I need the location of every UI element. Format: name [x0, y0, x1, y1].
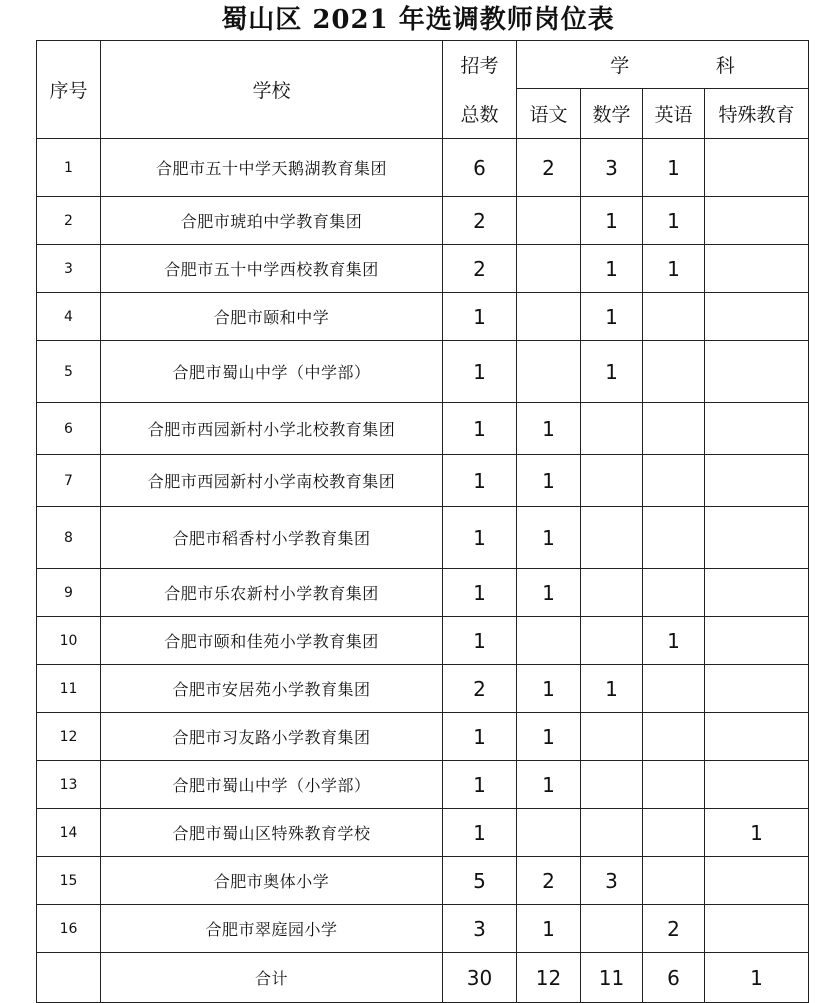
cell-school: 合肥市奥体小学: [101, 857, 443, 905]
table-row: [37, 809, 809, 857]
cell-math: 3: [581, 139, 643, 197]
cell-special: [705, 905, 809, 953]
cell-english: [643, 455, 705, 507]
table-row: [37, 617, 809, 665]
total-cell-seq: [37, 953, 101, 1003]
cell-seq: 14: [37, 809, 101, 857]
cell-total: 1: [443, 569, 517, 617]
cell-english: [643, 341, 705, 403]
cell-seq: 9: [37, 569, 101, 617]
total-label: 合计: [101, 953, 443, 1003]
total-cell-math: 11: [581, 953, 643, 1003]
cell-special: [705, 455, 809, 507]
cell-chinese: 2: [517, 857, 581, 905]
cell-seq: 4: [37, 293, 101, 341]
cell-school: 合肥市西园新村小学南校教育集团: [101, 455, 443, 507]
table-row: [37, 569, 809, 617]
table-row: [37, 403, 809, 455]
header-subject-special: 特殊教育: [705, 89, 809, 139]
table-row: [37, 857, 809, 905]
cell-chinese: 2: [517, 139, 581, 197]
cell-total: 1: [443, 617, 517, 665]
cell-total: 5: [443, 857, 517, 905]
table-row: [37, 507, 809, 569]
cell-special: [705, 245, 809, 293]
cell-school: 合肥市乐农新村小学教育集团: [101, 569, 443, 617]
header-total-top: 招考: [443, 41, 517, 89]
cell-seq: 16: [37, 905, 101, 953]
cell-total: 6: [443, 139, 517, 197]
header-total-bottom: 总数: [443, 89, 517, 139]
cell-total: 1: [443, 403, 517, 455]
cell-special: [705, 665, 809, 713]
cell-seq: 10: [37, 617, 101, 665]
cell-total: 2: [443, 665, 517, 713]
cell-seq: 8: [37, 507, 101, 569]
cell-chinese: 1: [517, 665, 581, 713]
cell-special: [705, 403, 809, 455]
cell-special: [705, 713, 809, 761]
cell-chinese: 1: [517, 455, 581, 507]
table-row: [37, 713, 809, 761]
cell-school: 合肥市颐和佳苑小学教育集团: [101, 617, 443, 665]
cell-chinese: 1: [517, 761, 581, 809]
cell-english: [643, 569, 705, 617]
total-cell-special: 1: [705, 953, 809, 1003]
cell-total: 1: [443, 507, 517, 569]
cell-school: 合肥市西园新村小学北校教育集团: [101, 403, 443, 455]
cell-math: 1: [581, 293, 643, 341]
total-cell-english: 6: [643, 953, 705, 1003]
cell-total: 1: [443, 293, 517, 341]
cell-special: [705, 507, 809, 569]
cell-chinese: [517, 197, 581, 245]
table-row: [37, 197, 809, 245]
cell-chinese: [517, 809, 581, 857]
cell-total: 1: [443, 761, 517, 809]
cell-total: 1: [443, 809, 517, 857]
cell-special: [705, 341, 809, 403]
cell-english: [643, 761, 705, 809]
cell-english: [643, 713, 705, 761]
cell-special: [705, 617, 809, 665]
cell-english: 1: [643, 139, 705, 197]
cell-math: 1: [581, 197, 643, 245]
cell-chinese: [517, 293, 581, 341]
recruitment-table: [36, 40, 809, 1003]
cell-seq: 7: [37, 455, 101, 507]
cell-english: 1: [643, 617, 705, 665]
cell-chinese: 1: [517, 507, 581, 569]
cell-seq: 15: [37, 857, 101, 905]
cell-school: 合肥市翠庭园小学: [101, 905, 443, 953]
cell-school: 合肥市五十中学天鹅湖教育集团: [101, 139, 443, 197]
cell-seq: 11: [37, 665, 101, 713]
cell-math: [581, 905, 643, 953]
cell-math: [581, 809, 643, 857]
cell-english: 1: [643, 197, 705, 245]
cell-school: 合肥市蜀山中学（小学部）: [101, 761, 443, 809]
cell-school: 合肥市蜀山区特殊教育学校: [101, 809, 443, 857]
table-row: [37, 761, 809, 809]
header-seq: 序号: [37, 41, 101, 139]
total-cell-chinese: 12: [517, 953, 581, 1003]
cell-school: 合肥市稻香村小学教育集团: [101, 507, 443, 569]
cell-special: [705, 569, 809, 617]
cell-seq: 5: [37, 341, 101, 403]
cell-math: 1: [581, 665, 643, 713]
cell-total: 1: [443, 713, 517, 761]
cell-chinese: 1: [517, 403, 581, 455]
cell-english: [643, 507, 705, 569]
cell-math: 1: [581, 245, 643, 293]
table-row: [37, 245, 809, 293]
cell-seq: 13: [37, 761, 101, 809]
header-subject-math: 数学: [581, 89, 643, 139]
cell-math: [581, 403, 643, 455]
cell-school: 合肥市琥珀中学教育集团: [101, 197, 443, 245]
cell-total: 3: [443, 905, 517, 953]
cell-school: 合肥市五十中学西校教育集团: [101, 245, 443, 293]
header-subject-group: [517, 41, 809, 89]
cell-seq: 1: [37, 139, 101, 197]
cell-chinese: 1: [517, 905, 581, 953]
cell-english: [643, 403, 705, 455]
cell-english: [643, 293, 705, 341]
total-row: [37, 953, 809, 1003]
cell-math: [581, 713, 643, 761]
cell-seq: 12: [37, 713, 101, 761]
cell-school: 合肥市蜀山中学（中学部）: [101, 341, 443, 403]
table-row: [37, 139, 809, 197]
cell-english: 1: [643, 245, 705, 293]
cell-special: [705, 857, 809, 905]
cell-math: 1: [581, 341, 643, 403]
table-body: [37, 41, 809, 1003]
cell-math: 3: [581, 857, 643, 905]
cell-chinese: [517, 245, 581, 293]
cell-chinese: 1: [517, 713, 581, 761]
table-row: [37, 455, 809, 507]
header-row-top: [37, 41, 809, 89]
header-subject-chinese: 语文: [517, 89, 581, 139]
table-row: [37, 905, 809, 953]
cell-total: 2: [443, 245, 517, 293]
cell-math: [581, 507, 643, 569]
table-row: [37, 293, 809, 341]
table-row: [37, 341, 809, 403]
cell-chinese: 1: [517, 569, 581, 617]
cell-total: 1: [443, 455, 517, 507]
cell-school: 合肥市颐和中学: [101, 293, 443, 341]
table-row: [37, 665, 809, 713]
cell-math: [581, 617, 643, 665]
cell-english: [643, 857, 705, 905]
header-subject-right: 科: [715, 55, 735, 77]
cell-total: 1: [443, 341, 517, 403]
header-subject-english: 英语: [643, 89, 705, 139]
cell-seq: 3: [37, 245, 101, 293]
cell-chinese: [517, 617, 581, 665]
cell-math: [581, 569, 643, 617]
cell-seq: 2: [37, 197, 101, 245]
page-title: 蜀山区 2021 年选调教师岗位表: [221, 5, 615, 35]
header-subject-left: 学: [610, 55, 630, 77]
total-cell-total: 30: [443, 953, 517, 1003]
cell-special: [705, 293, 809, 341]
cell-math: [581, 761, 643, 809]
cell-special: [705, 761, 809, 809]
cell-total: 2: [443, 197, 517, 245]
cell-math: [581, 455, 643, 507]
cell-school: 合肥市安居苑小学教育集团: [101, 665, 443, 713]
cell-chinese: [517, 341, 581, 403]
cell-english: 2: [643, 905, 705, 953]
cell-seq: 6: [37, 403, 101, 455]
cell-special: [705, 197, 809, 245]
cell-school: 合肥市习友路小学教育集团: [101, 713, 443, 761]
cell-english: [643, 809, 705, 857]
cell-english: [643, 665, 705, 713]
cell-special: [705, 139, 809, 197]
cell-special: 1: [705, 809, 809, 857]
header-school: 学校: [101, 41, 443, 139]
